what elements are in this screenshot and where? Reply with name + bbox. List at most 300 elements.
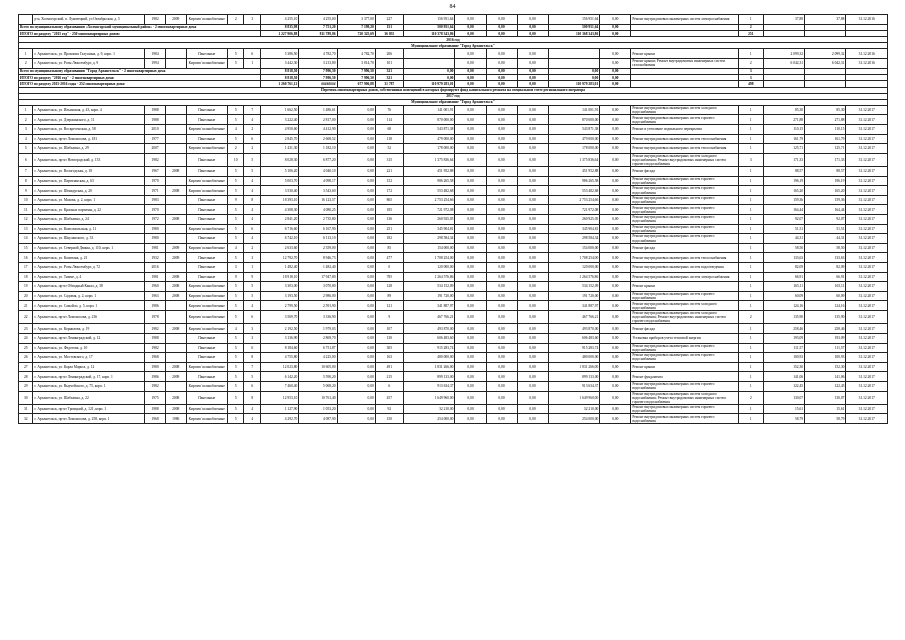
unit-cost-cell: 110,15 bbox=[763, 124, 804, 134]
wall-material-cell: Кирпич/ шлакоблочные bbox=[186, 301, 227, 311]
living-area-cell: 0,00 bbox=[337, 134, 375, 144]
build-year-cell: 1968 bbox=[145, 353, 166, 363]
region-budget-cell: 0,00 bbox=[486, 74, 517, 80]
total-label: ИТОГО по разделу "2016 год" - 2 многоквартирных дома: bbox=[19, 74, 261, 80]
fund-cell: 0,00 bbox=[455, 153, 486, 166]
owners-funds-cell: 915 283,74 bbox=[548, 343, 600, 353]
entrances-cell: 6 bbox=[244, 343, 261, 353]
living-area-cell: 0,00 bbox=[337, 176, 375, 186]
premises-area-cell: 4 255,00 bbox=[299, 15, 337, 25]
living-area-cell: 0,00 bbox=[337, 381, 375, 391]
work-count-cell: 1 bbox=[738, 253, 763, 263]
limit-cost-cell: 58,79 bbox=[805, 414, 846, 424]
wall-material-cell: Кирпич/ шлакоблочные bbox=[186, 291, 227, 301]
owners-funds-cell: 0,00 bbox=[548, 68, 600, 74]
fund-cell: 0,00 bbox=[455, 68, 486, 74]
limit-cost-cell: 135,90 bbox=[805, 310, 846, 323]
premises-area-cell: 5 590,20 bbox=[299, 372, 337, 382]
region-budget-cell: 0,00 bbox=[486, 224, 517, 234]
planned-date-cell: 31.12.2017 bbox=[846, 343, 888, 353]
residents-cell: 152 bbox=[375, 176, 403, 186]
floors-cell: 5 bbox=[227, 333, 244, 343]
other-funds-cell: 0,00 bbox=[600, 243, 631, 253]
total-area-cell: 4 755,80 bbox=[261, 353, 299, 363]
total-area-cell: 5 003,70 bbox=[261, 176, 299, 186]
entrances-cell: 2 bbox=[244, 124, 261, 134]
other-funds-cell: 0,00 bbox=[600, 224, 631, 234]
premises-area-cell: 6 751,87 bbox=[299, 343, 337, 353]
work-type-cell: Ремонт внутридомовых инженерных систем горячего водоснабжения bbox=[631, 291, 739, 301]
limit-cost-cell: 171,33 bbox=[805, 153, 846, 166]
region-budget-cell: 0,00 bbox=[486, 205, 517, 215]
row-number-cell: 17 bbox=[19, 263, 33, 273]
build-year-cell: 1981 bbox=[145, 243, 166, 253]
limit-cost-cell: 37,88 bbox=[805, 15, 846, 25]
work-type-cell: Ремонт внутридомовых инженерных систем горячего водоснабжения bbox=[631, 404, 739, 414]
owners-funds-cell: 479 000,00 bbox=[548, 134, 600, 144]
owners-funds-cell: 899 133,00 bbox=[548, 372, 600, 382]
repair-year-cell: 2009 bbox=[165, 372, 186, 382]
work-count-cell: 1 bbox=[738, 333, 763, 343]
floors-cell: 4 bbox=[227, 243, 244, 253]
floors-cell: 5 bbox=[227, 253, 244, 263]
owners-funds-cell: 178 000,00 bbox=[548, 144, 600, 154]
work-count-cell: 1 bbox=[738, 115, 763, 125]
total-label: Всего по муниципальному образованию "Город Архангельск" - 2 многоквартирных дома bbox=[19, 68, 261, 74]
build-year-cell: 1970 bbox=[145, 205, 166, 215]
planned-date-cell: 31.12.2017 bbox=[846, 115, 888, 125]
table-row bbox=[19, 253, 888, 263]
table-row bbox=[19, 167, 888, 177]
planned-date-cell: 31.12.2017 bbox=[846, 391, 888, 404]
work-count-cell: 1 bbox=[738, 263, 763, 273]
owners-funds-cell: 480 000,00 bbox=[548, 353, 600, 363]
wall-material-cell: Панельные bbox=[186, 272, 227, 282]
work-count-cell: 498 bbox=[738, 81, 763, 87]
capital-repair-table bbox=[18, 14, 888, 424]
local-budget-cell: 0,00 bbox=[517, 144, 548, 154]
cost-total-cell: 553 482,68 bbox=[403, 186, 455, 196]
living-area-cell: 0,00 bbox=[337, 115, 375, 125]
other-funds-cell: 0,00 bbox=[600, 124, 631, 134]
local-budget-cell: 0,00 bbox=[517, 353, 548, 363]
repair-year-cell bbox=[165, 134, 186, 144]
residents-cell: 477 bbox=[375, 253, 403, 263]
work-count-cell: 1 bbox=[738, 176, 763, 186]
residents-cell: 215 bbox=[375, 372, 403, 382]
cost-total-cell: 0,00 bbox=[403, 74, 455, 80]
cost-total-cell bbox=[403, 58, 455, 68]
cost-total-cell bbox=[403, 49, 455, 59]
planned-date-cell: 31.12.2017 bbox=[846, 105, 888, 115]
premises-area-cell: 16 123,57 bbox=[299, 195, 337, 205]
local-budget-cell: 0,00 bbox=[517, 105, 548, 115]
entrances-cell: 9 bbox=[244, 272, 261, 282]
other-funds-cell: 0,00 bbox=[600, 234, 631, 244]
build-year-cell: 1984 bbox=[145, 49, 166, 59]
other-funds-cell: 0,00 bbox=[600, 134, 631, 144]
fund-cell: 0,00 bbox=[455, 362, 486, 372]
residents-cell: 136 bbox=[375, 215, 403, 225]
floors-cell: 4 bbox=[227, 124, 244, 134]
local-budget-cell: 0,00 bbox=[517, 195, 548, 205]
residents-cell: 121 bbox=[375, 301, 403, 311]
repair-year-cell bbox=[165, 381, 186, 391]
row-number-cell: 19 bbox=[19, 282, 33, 292]
build-year-cell: 1967 bbox=[145, 167, 166, 177]
region-budget-cell: 0,00 bbox=[486, 243, 517, 253]
table-row bbox=[19, 391, 888, 404]
residents-cell: 163 bbox=[375, 353, 403, 363]
premises-area-cell: ######## bbox=[299, 81, 337, 87]
table-row bbox=[19, 215, 888, 225]
work-count-cell: 1 bbox=[738, 234, 763, 244]
total-area-cell: 2 845,70 bbox=[261, 134, 299, 144]
build-year-cell: 1977 bbox=[145, 134, 166, 144]
repair-year-cell: 2008 bbox=[165, 324, 186, 334]
address-cell: г. Архангельск, ул. Самойло, д. 5, корп. 1 bbox=[33, 301, 145, 311]
work-count-cell: 1 bbox=[738, 243, 763, 253]
total-area-cell: 8 184,60 bbox=[261, 343, 299, 353]
work-count-cell: 1 bbox=[738, 414, 763, 424]
address-cell: г. Архангельск, пр-кт Обводный Канал, д. 38 bbox=[33, 282, 145, 292]
region-budget-cell: 0,00 bbox=[486, 291, 517, 301]
other-funds-cell: 0,00 bbox=[600, 30, 631, 36]
cost-total-cell: 1 831 266,00 bbox=[403, 362, 455, 372]
local-budget-cell: 0,00 bbox=[517, 372, 548, 382]
wall-material-cell: Кирпич/ шлакоблочные bbox=[186, 404, 227, 414]
fund-cell: 0,00 bbox=[455, 381, 486, 391]
work-count-cell: 2 bbox=[738, 310, 763, 323]
region-budget-cell: 0,00 bbox=[486, 124, 517, 134]
unit-cost-cell: 58,79 bbox=[763, 414, 804, 424]
work-type-cell: Ремонт внутридомовых инженерных систем горячего водоснабжения bbox=[631, 186, 739, 196]
fund-cell: 0,00 bbox=[455, 282, 486, 292]
work-type-cell: Ремонт внутридомовых инженерных систем холодного водоснабжения; Ремонт внутридомовых инженерных систем горячего водоснабжения bbox=[631, 153, 739, 166]
address-cell: р-н, Холмогорский, п. Луковецкий, ул Октябрьская, д. 5 bbox=[33, 15, 145, 25]
premises-area-cell: 4 040,10 bbox=[299, 167, 337, 177]
entrances-cell: 7 bbox=[244, 362, 261, 372]
work-type-cell: Ремонт внутридомовых инженерных систем горячего водоснабжения bbox=[631, 224, 739, 234]
entrances-cell: 3 bbox=[244, 324, 261, 334]
row-number-cell: 12 bbox=[19, 215, 33, 225]
wall-material-cell: Кирпич/ шлакоблочные bbox=[186, 124, 227, 134]
other-funds-cell: 0,00 bbox=[600, 253, 631, 263]
region-budget-cell: 0,00 bbox=[486, 176, 517, 186]
limit-cost-cell: 60,09 bbox=[805, 291, 846, 301]
region-budget-cell: 0,00 bbox=[486, 253, 517, 263]
local-budget-cell: 0,00 bbox=[517, 324, 548, 334]
living-area-cell: 0,00 bbox=[337, 234, 375, 244]
cost-total-cell: 467 766,21 bbox=[403, 310, 455, 323]
entrances-cell: 6 bbox=[244, 134, 261, 144]
cost-total-cell: 298 584,34 bbox=[403, 234, 455, 244]
work-type-cell: Ремонт внутридомовых инженерных систем теплоснабжения bbox=[631, 134, 739, 144]
premises-area-cell: 3 070,80 bbox=[299, 282, 337, 292]
build-year-cell: 1982 bbox=[145, 324, 166, 334]
region-budget-cell: 0,00 bbox=[486, 24, 517, 30]
local-budget-cell: 0,00 bbox=[517, 310, 548, 323]
address-cell: г. Архангельск, ул. Ильинская, д. 43, корп. 4 bbox=[33, 105, 145, 115]
residents-cell: 76 bbox=[375, 105, 403, 115]
limit-cost-cell: 161,79 bbox=[805, 134, 846, 144]
residents-cell: 85 bbox=[375, 243, 403, 253]
region-budget-cell: 0,00 bbox=[486, 333, 517, 343]
total-area-cell: 6 716,60 bbox=[261, 224, 299, 234]
work-count-cell: 1 bbox=[738, 381, 763, 391]
limit-cost-cell: 85,30 bbox=[805, 105, 846, 115]
build-year-cell: 1988 bbox=[145, 404, 166, 414]
living-area-cell: 0,00 bbox=[337, 224, 375, 234]
work-count-cell: 251 bbox=[738, 30, 763, 36]
work-type-cell: Ремонт внутридомовых инженерных систем холодного водоснабжения; Ремонт внутридомовых инженерных систем горячего водоснабжения bbox=[631, 391, 739, 404]
planned-date-cell: 31.12.2017 bbox=[846, 353, 888, 363]
repair-year-cell: 1986 bbox=[165, 414, 186, 424]
residents-cell: 172 bbox=[375, 186, 403, 196]
repair-year-cell: 2008 bbox=[165, 186, 186, 196]
fund-cell: 0,00 bbox=[455, 372, 486, 382]
wall-material-cell: Кирпич/ шлакоблочные bbox=[186, 381, 227, 391]
premises-area-cell: 1 182,10 bbox=[299, 144, 337, 154]
owners-funds-cell: 1 831 266,00 bbox=[548, 362, 600, 372]
floors-cell: 5 bbox=[227, 310, 244, 323]
living-area-cell: 4 782,70 bbox=[337, 49, 375, 59]
build-year-cell: 1986 bbox=[145, 372, 166, 382]
wall-material-cell: Кирпич/ шлакоблочные bbox=[186, 58, 227, 68]
fund-cell: 0,00 bbox=[455, 324, 486, 334]
total-area-cell: 8 818,50 bbox=[261, 74, 299, 80]
owners-funds-cell: 467 766,21 bbox=[548, 310, 600, 323]
local-budget-cell: 0,00 bbox=[517, 49, 548, 59]
unit-cost-cell: 165,11 bbox=[763, 282, 804, 292]
work-type-cell: Ремонт фундамента bbox=[631, 372, 739, 382]
wall-material-cell: Панельные bbox=[186, 234, 227, 244]
limit-cost-cell: 141,06 bbox=[805, 372, 846, 382]
work-type-cell: Ремонт крыши; Ремонт внутридомовых инженерных систем газоснабжения bbox=[631, 58, 739, 68]
table-row bbox=[19, 58, 888, 68]
residents-cell: 36 055 bbox=[375, 30, 403, 36]
region-budget-cell: 0,00 bbox=[486, 414, 517, 424]
owners-funds-cell: 154 000,00 bbox=[548, 243, 600, 253]
address-cell: г. Архангельск, ул. Капитана, д. 21 bbox=[33, 253, 145, 263]
work-count-cell: 1 bbox=[738, 343, 763, 353]
work-count-cell: 1 bbox=[738, 291, 763, 301]
region-budget-cell: 0,00 bbox=[486, 353, 517, 363]
work-type-cell: Ремонт внутридомовых инженерных систем водоотведения bbox=[631, 263, 739, 273]
owners-funds-cell: 1 708 254,00 bbox=[548, 253, 600, 263]
owners-funds-cell bbox=[548, 58, 600, 68]
work-type-cell: Ремонт внутридомовых инженерных систем горячего водоснабжения bbox=[631, 195, 739, 205]
planned-date-cell: 31.12.2017 bbox=[846, 176, 888, 186]
region-budget-cell: 0,00 bbox=[486, 58, 517, 68]
wall-material-cell: Кирпич/ шлакоблочные bbox=[186, 414, 227, 424]
living-area-cell: 0,00 bbox=[337, 272, 375, 282]
owners-funds-cell: 156 951,64 bbox=[548, 15, 600, 25]
planned-date-cell: 31.12.2017 bbox=[846, 414, 888, 424]
local-budget-cell: 0,00 bbox=[517, 176, 548, 186]
planned-date-cell: 31.12.2017 bbox=[846, 153, 888, 166]
row-number-cell: 30 bbox=[19, 391, 33, 404]
work-count-cell: 1 bbox=[738, 404, 763, 414]
fund-cell: 0,00 bbox=[455, 291, 486, 301]
living-area-cell: 0,00 bbox=[337, 333, 375, 343]
repair-year-cell bbox=[165, 153, 186, 166]
repair-year-cell bbox=[165, 224, 186, 234]
work-type-cell: Ремонт внутридомовых инженерных систем горячего водоснабжения bbox=[631, 205, 739, 215]
residents-cell: 150 bbox=[375, 414, 403, 424]
row-number-cell: 21 bbox=[19, 301, 33, 311]
total-area-cell: 3 136,90 bbox=[261, 333, 299, 343]
unit-cost-cell: 135,90 bbox=[763, 310, 804, 323]
other-funds-cell: 0,00 bbox=[600, 301, 631, 311]
local-budget-cell: 0,00 bbox=[517, 81, 548, 87]
address-cell: г. Архангельск, пр-кт Ленинградский, д. 12 bbox=[33, 333, 145, 343]
cost-total-cell: 1 708 254,00 bbox=[403, 253, 455, 263]
cost-total-cell: 543 871,38 bbox=[403, 124, 455, 134]
local-budget-cell: 0,00 bbox=[517, 24, 548, 30]
cost-total-cell: 1 649 960,00 bbox=[403, 391, 455, 404]
fund-cell: 0,00 bbox=[455, 195, 486, 205]
wall-material-cell: Панельные bbox=[186, 253, 227, 263]
residents-cell: 251 bbox=[375, 224, 403, 234]
other-funds-cell: 0,00 bbox=[600, 167, 631, 177]
table-row bbox=[19, 310, 888, 323]
local-budget-cell: 0,00 bbox=[517, 404, 548, 414]
owners-funds-cell: 110 368 343,86 bbox=[548, 30, 600, 36]
build-year-cell: 1983 bbox=[145, 195, 166, 205]
fund-cell: 0,00 bbox=[455, 391, 486, 404]
repair-year-cell bbox=[165, 58, 186, 68]
work-count-cell: 1 bbox=[738, 224, 763, 234]
table-row bbox=[19, 176, 888, 186]
fund-cell: 0,00 bbox=[455, 263, 486, 273]
premises-area-cell: 2 817,00 bbox=[299, 115, 337, 125]
cost-total-cell: 110 979 283,01 bbox=[403, 81, 455, 87]
other-funds-cell: 0,00 bbox=[600, 381, 631, 391]
region-budget-cell: 0,00 bbox=[486, 324, 517, 334]
entrances-cell: 4 bbox=[244, 414, 261, 424]
address-cell: г. Архангельск, пр-кт Новгородский, д. 153 bbox=[33, 153, 145, 166]
table-row bbox=[19, 343, 888, 353]
owners-funds-cell: 298 584,34 bbox=[548, 234, 600, 244]
wall-material-cell: Панельные bbox=[186, 49, 227, 59]
living-area-cell: 0,00 bbox=[337, 404, 375, 414]
cost-total-cell: 191 720,00 bbox=[403, 291, 455, 301]
other-funds-cell: 0,00 bbox=[600, 353, 631, 363]
wall-material-cell: Кирпич/ шлакоблочные bbox=[186, 176, 227, 186]
living-area-cell: 0,00 bbox=[337, 215, 375, 225]
wall-material-cell: Кирпич/ шлакоблочные bbox=[186, 144, 227, 154]
limit-cost-cell: 44,31 bbox=[805, 234, 846, 244]
living-area-cell: 0,00 bbox=[337, 343, 375, 353]
work-count-cell: 1 bbox=[738, 195, 763, 205]
local-budget-cell: 0,00 bbox=[517, 253, 548, 263]
limit-cost-cell: 271,88 bbox=[805, 115, 846, 125]
unit-cost-cell: 51,51 bbox=[763, 224, 804, 234]
floors-cell: 5 bbox=[227, 167, 244, 177]
planned-date-cell: 31.12.2017 bbox=[846, 291, 888, 301]
planned-date-cell: 31.12.2017 bbox=[846, 134, 888, 144]
owners-funds-cell: 553 482,68 bbox=[548, 186, 600, 196]
repair-schedule-table bbox=[18, 14, 888, 424]
region-budget-cell: 0,00 bbox=[486, 30, 517, 36]
living-area-cell: 0,00 bbox=[337, 105, 375, 115]
region-budget-cell: 0,00 bbox=[486, 68, 517, 74]
fund-cell: 0,00 bbox=[455, 343, 486, 353]
list-heading-text: Перечень многоквартирных домов, собственники помещений в которых формируют фонд капитального ремонта на специальном счете регионального оператора bbox=[19, 87, 888, 93]
address-cell: г. Архангельск, ул. Шабалина, д. 22 bbox=[33, 391, 145, 404]
total-area-cell: 7 460,40 bbox=[261, 381, 299, 391]
repair-year-cell bbox=[165, 124, 186, 134]
repair-year-cell bbox=[165, 195, 186, 205]
residents-cell: 0 bbox=[375, 263, 403, 273]
build-year-cell: 1960 bbox=[145, 282, 166, 292]
table-row bbox=[19, 205, 888, 215]
wall-material-cell: Панельные bbox=[186, 333, 227, 343]
table-body bbox=[19, 15, 888, 424]
other-funds-cell: 0,00 bbox=[600, 282, 631, 292]
repair-year-cell: 2008 bbox=[165, 272, 186, 282]
local-budget-cell: 0,00 bbox=[517, 74, 548, 80]
work-type-cell: Ремонт фасада bbox=[631, 243, 739, 253]
work-type-cell: Ремонт внутридомовых инженерных систем холодного водоснабжения; Ремонт внутридомовых инженерных систем горячего водоснабжения bbox=[631, 310, 739, 323]
residents-cell: 92 bbox=[375, 404, 403, 414]
work-count-cell: 1 bbox=[738, 167, 763, 177]
total-area-cell: 2 192,50 bbox=[261, 324, 299, 334]
repair-year-cell bbox=[165, 353, 186, 363]
address-cell: г. Архангельск, ул. Комсомольская, д. 11 bbox=[33, 224, 145, 234]
build-year-cell: 1982 bbox=[145, 381, 166, 391]
premises-area-cell: 4 087,90 bbox=[299, 414, 337, 424]
region-budget-cell: 0,00 bbox=[486, 263, 517, 273]
other-funds-cell: 0,00 bbox=[600, 186, 631, 196]
build-year-cell: 1994 bbox=[145, 58, 166, 68]
owners-funds-cell: 260 925,05 bbox=[548, 215, 600, 225]
fund-cell: 0,00 bbox=[455, 215, 486, 225]
cost-total-cell: 606 483,60 bbox=[403, 333, 455, 343]
planned-date-cell: 31.12.2017 bbox=[846, 404, 888, 414]
floors-cell: 5 bbox=[227, 215, 244, 225]
planned-date-cell: 31.12.2017 bbox=[846, 381, 888, 391]
living-area-cell: 7 199,20 bbox=[337, 24, 375, 30]
unit-cost-cell: 111,57 bbox=[763, 343, 804, 353]
address-cell: г. Архангельск, ул. Выучейского, д. 75, корп. 1 bbox=[33, 381, 145, 391]
unit-cost-cell: 58,50 bbox=[763, 243, 804, 253]
total-area-cell: 3 530,40 bbox=[261, 186, 299, 196]
living-area-cell: 3 014,70 bbox=[337, 58, 375, 68]
fund-cell: 0,00 bbox=[455, 115, 486, 125]
address-cell: г. Архангельск, ул. Северной Двины, д. 110, корп. 1 bbox=[33, 243, 145, 253]
entrances-cell: 5 bbox=[244, 291, 261, 301]
address-cell: г. Архангельск, ул. Федотова, д. 10 bbox=[33, 343, 145, 353]
region-budget-cell: 0,00 bbox=[486, 343, 517, 353]
planned-date-cell: 31.12.2017 bbox=[846, 234, 888, 244]
municipality-heading-text: Муниципальное образование "Город Архангельск" bbox=[19, 43, 888, 49]
owners-funds-cell: 345 904,81 bbox=[548, 224, 600, 234]
planned-date-cell: 31.12.2017 bbox=[846, 215, 888, 225]
table-row bbox=[19, 272, 888, 282]
region-budget-cell: 0,00 bbox=[486, 301, 517, 311]
row-number-cell: 6 bbox=[19, 153, 33, 166]
unit-cost-cell: 37,88 bbox=[763, 15, 804, 25]
cost-total-cell: 493 870,00 bbox=[403, 324, 455, 334]
build-year-cell: 1988 bbox=[145, 105, 166, 115]
total-area-cell: 6 742,10 bbox=[261, 234, 299, 244]
residents-cell: 118 bbox=[375, 134, 403, 144]
work-type-cell: Ремонт внутридомовых инженерных систем электроснабжения bbox=[631, 15, 739, 25]
address-cell: г. Архангельск, ул. Тимме, д. 4 bbox=[33, 272, 145, 282]
work-type-cell: Ремонт внутридомовых инженерных систем горячего водоснабжения bbox=[631, 381, 739, 391]
